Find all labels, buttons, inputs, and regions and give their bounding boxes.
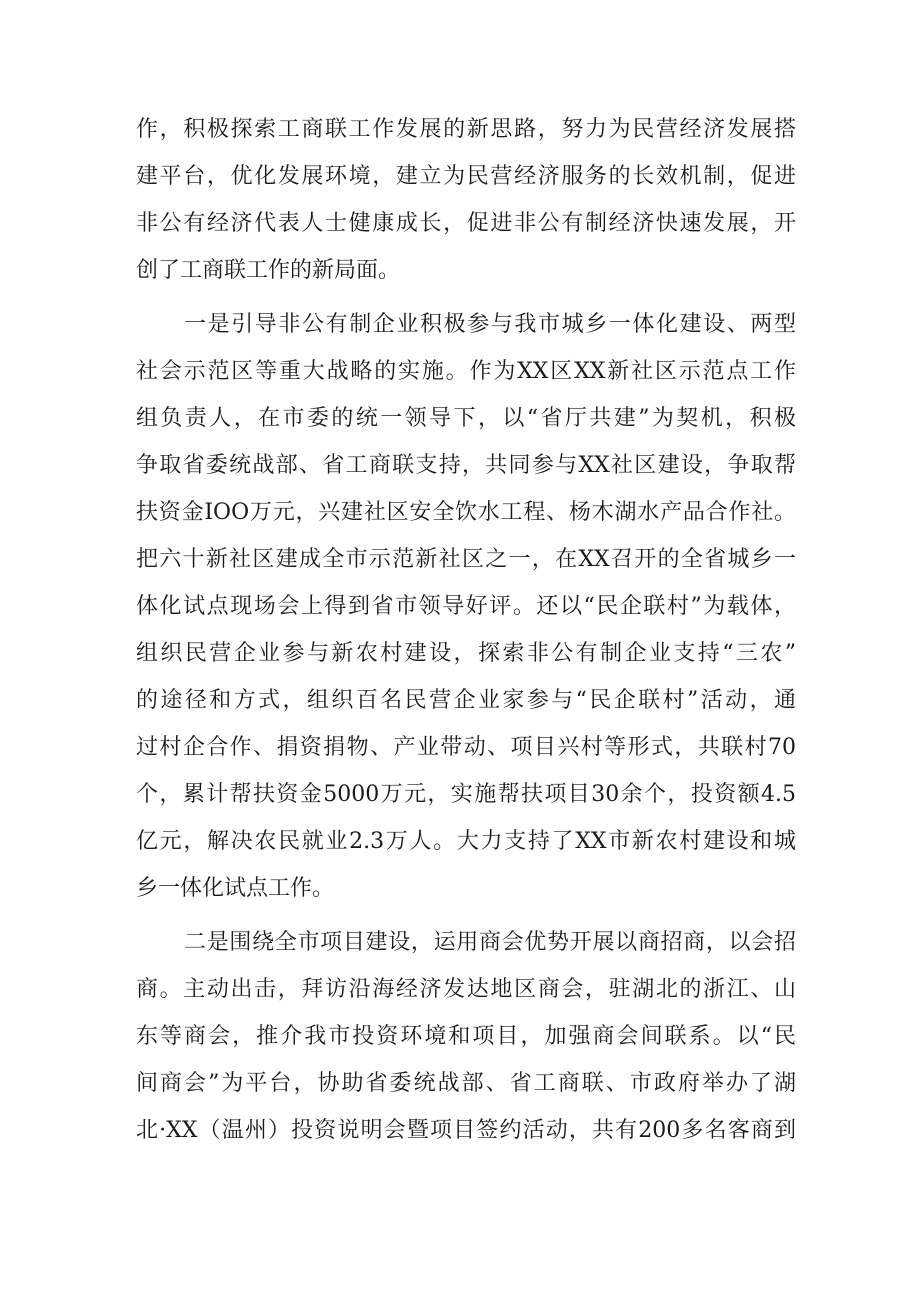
text-line: 创了工商联工作的新局面。 xyxy=(136,258,401,283)
text-line: 非公有经济代表人士健康成长，促进非公有制经济快速发展，开 xyxy=(136,211,796,236)
text-line: 作，积极探索工商联工作发展的新思路，努力为民营经济发展搭 xyxy=(136,117,796,142)
text-line: 组负责人，在市委的统一领导下，以“省厅共建”为契机，积极 xyxy=(136,406,796,431)
text-line: 扶资金IOO万元，兴建社区安全饮水工程、杨木湖水产品合作社。 xyxy=(136,500,796,525)
text-line: 亿元，解决农民就业2.3万人。大力支持了XX市新农村建设和城 xyxy=(136,829,796,854)
text-line: 把六十新社区建成全市示范新社区之一，在XX召开的全省城乡一 xyxy=(136,547,796,572)
text-line: 过村企合作、捐资捐物、产业带动、项目兴村等形式，共联村70 xyxy=(136,735,796,760)
text-line: 组织民营企业参与新农村建设，探索非公有制企业支持“三农” xyxy=(136,641,796,666)
text-line: 社会示范区等重大战略的实施。作为XX区XX新社区示范点工作 xyxy=(136,359,796,384)
text-line: 个，累计帮扶资金5000万元，实施帮扶项目30余个，投资额4.5 xyxy=(136,782,796,807)
text-line: 的途径和方式，组织百名民营企业家参与“民企联村”活动，通 xyxy=(136,688,796,713)
paragraph-first-line: 二是围绕全市项目建设，运用商会优势开展以商招商，以会招 xyxy=(184,930,796,955)
text-line: 体化试点现场会上得到省市领导好评。还以“民企联村”为载体， xyxy=(136,594,796,619)
text-line: 建平台，优化发展环境，建立为民营经济服务的长效机制，促进 xyxy=(136,164,796,189)
paragraph-first-line: 一是引导非公有制企业积极参与我市城乡一体化建设、两型 xyxy=(184,312,796,337)
text-line: 争取省委统战部、省工商联支持，共同参与XX社区建设，争取帮 xyxy=(136,453,796,478)
text-line: 商。主动出击，拜访沿海经济发达地区商会，驻湖北的浙江、山 xyxy=(136,977,796,1002)
text-line: 乡一体化试点工作。 xyxy=(136,876,335,901)
text-line: 东等商会，推介我市投资环境和项目，加强商会间联系。以“民 xyxy=(136,1024,796,1049)
text-line: 间商会”为平台，协助省委统战部、省工商联、市政府举办了湖 xyxy=(136,1071,796,1096)
text-line: 北·XX（温州）投资说明会暨项目签约活动，共有200多名客商到 xyxy=(136,1118,796,1143)
